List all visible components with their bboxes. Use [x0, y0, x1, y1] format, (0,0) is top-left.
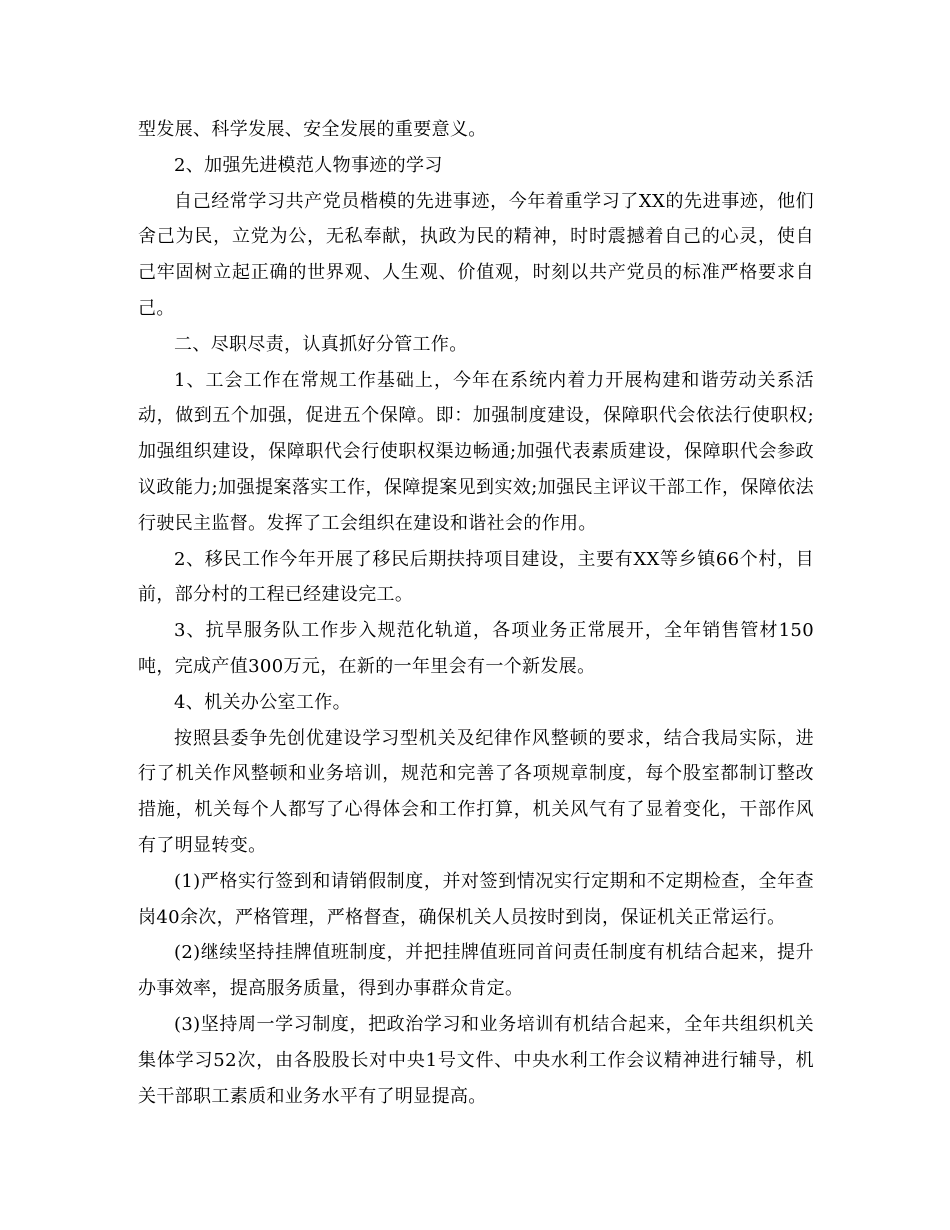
paragraph-union-work: 1、工会工作在常规工作基础上，今年在系统内着力开展构建和谐劳动关系活动，做到五个加强，促进五个保障。即：加强制度建设，保障职代会依法行使职权;加强组织建设，保障职代会行使职权渠边畅通;加强代表素质建设，保障职代会参政议政能力;加强提案落实工作，保障提案见到实效;加强民主评议干部工作，保障依法行驶民主监督。发挥了工会组织在建设和谐社会的作用。: [138, 369, 814, 534]
document-body: [138, 112, 814, 1114]
subheading-model-study: 2、加强先进模范人物事迹的学习: [174, 154, 443, 176]
paragraph-migrant-work: 2、移民工作今年开展了移民后期扶持项目建设，主要有XX等乡镇66个村，目前，部分村的工程已经建设完工。: [138, 548, 814, 606]
list-item-1: (1)严格实行签到和请销假制度，并对签到情况实行定期和不定期检查，全年查岗40余次，严格管理，严格督查，确保机关人员按时到岗，保证机关正常运行。: [138, 870, 814, 928]
paragraph-office-work: 按照县委争先创优建设学习型机关及纪律作风整顿的要求，结合我局实际，进行了机关作风整顿和业务培训，规范和完善了各项规章制度，每个股室都制订整改措施，机关每个人都写了心得体会和工作打算，机关风气有了显着变化，干部作风有了明显转变。: [138, 727, 814, 856]
paragraph-continuation: 型发展、科学发展、安全发展的重要意义。: [138, 119, 487, 140]
paragraph-drought-service: 3、抗旱服务队工作步入规范化轨道，各项业务正常展开，全年销售管材150吨，完成产值300万元，在新的一年里会有一个新发展。: [138, 620, 814, 677]
section-heading-duties: 二、尽职尽责，认真抓好分管工作。: [174, 333, 468, 355]
subheading-office-work: 4、机关办公室工作。: [174, 691, 351, 713]
list-item-3: (3)坚持周一学习制度，把政治学习和业务培训有机结合起来，全年共组织机关集体学习52次，由各股股长对中央1号文件、中央水利工作会议精神进行辅导，机关干部职工素质和业务水平有了明显提高。: [138, 1013, 814, 1107]
list-item-2: (2)继续坚持挂牌值班制度，并把挂牌值班同首问责任制度有机结合起来，提升办事效率，提高服务质量，得到办事群众肯定。: [138, 942, 814, 1000]
paragraph-model-study: 自己经常学习共产党员楷模的先进事迹，今年着重学习了XX的先进事迹，他们舍己为民，立党为公，无私奉献，执政为民的精神，时时震撼着自己的心灵，使自己牢固树立起正确的世界观、人生观、价值观，时刻以共产党员的标准严格要求自己。: [138, 190, 814, 319]
